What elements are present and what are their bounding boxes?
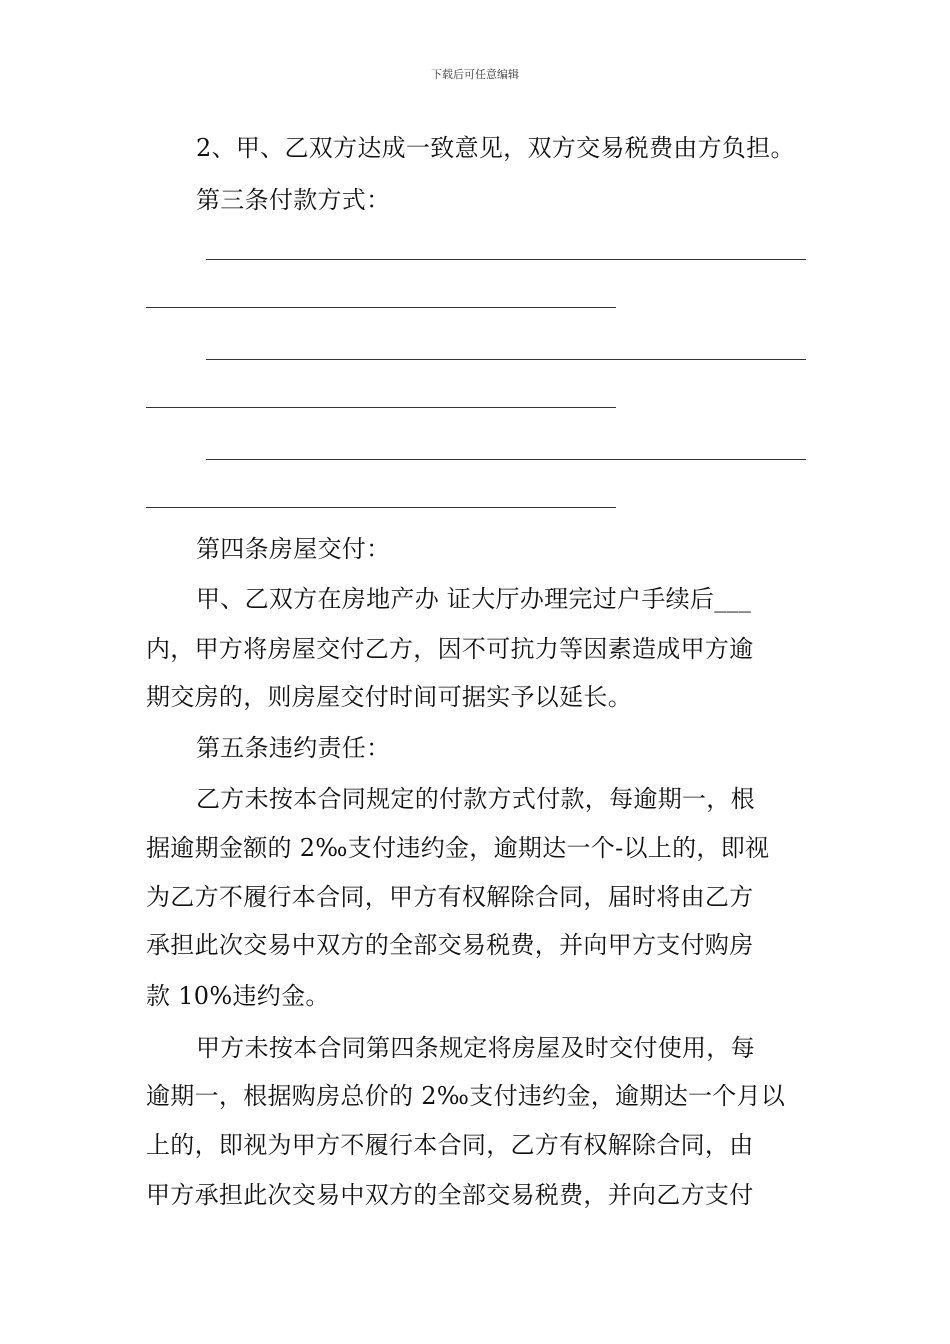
blank-line-1b [146,307,616,308]
article-5-text-line: 甲方未按本合同第四条规定将房屋及时交付使用，每 [196,1034,755,1062]
blank-line-2b [146,407,616,408]
article-3-heading: 第三条付款方式： [196,186,391,214]
article-5-heading: 第五条违约责任： [196,734,391,762]
article-5-text-line: 据逾期金额的 2‰支付违约金，逾期达一个-以上的，即视 [146,834,770,862]
article-5-text-line: 款 10%违约金。 [146,982,330,1010]
article-5-text-line: 乙方未按本合同规定的付款方式付款，每逾期一，根 [196,785,755,813]
blank-line-2a [206,359,806,360]
article-4-text-line: 甲、乙双方在房地产办 证大厅办理完过户手续后___ [196,585,752,613]
page-header: 下载后可任意编辑 [431,68,519,81]
article-4-text-line: 内，甲方将房屋交付乙方，因不可抗力等因素造成甲方逾 [146,635,754,663]
article-5-text-line: 为乙方不履行本合同，甲方有权解除合同，届时将由乙方 [146,883,754,911]
blank-line-3a [206,459,806,460]
blank-line-1a [206,259,806,260]
article-5-text-line: 承担此次交易中双方的全部交易税费，并向甲方支付购房 [146,931,754,959]
blank-line-3b [146,507,616,508]
article-5-text-line: 甲方承担此次交易中双方的全部交易税费，并向乙方支付 [146,1181,754,1209]
article-5-text-line: 逾期一，根据购房总价的 2‰支付违约金，逾期达一个月以 [146,1082,786,1110]
article-4-heading: 第四条房屋交付： [196,535,391,563]
clause-tax-burden: 2、甲、乙双方达成一致意见，双方交易税费由方负担。 [196,134,795,162]
article-4-text-line: 期交房的，则房屋交付时间可据实予以延长。 [146,683,632,711]
article-5-text-line: 上的，即视为甲方不履行本合同，乙方有权解除合同，由 [146,1131,754,1159]
